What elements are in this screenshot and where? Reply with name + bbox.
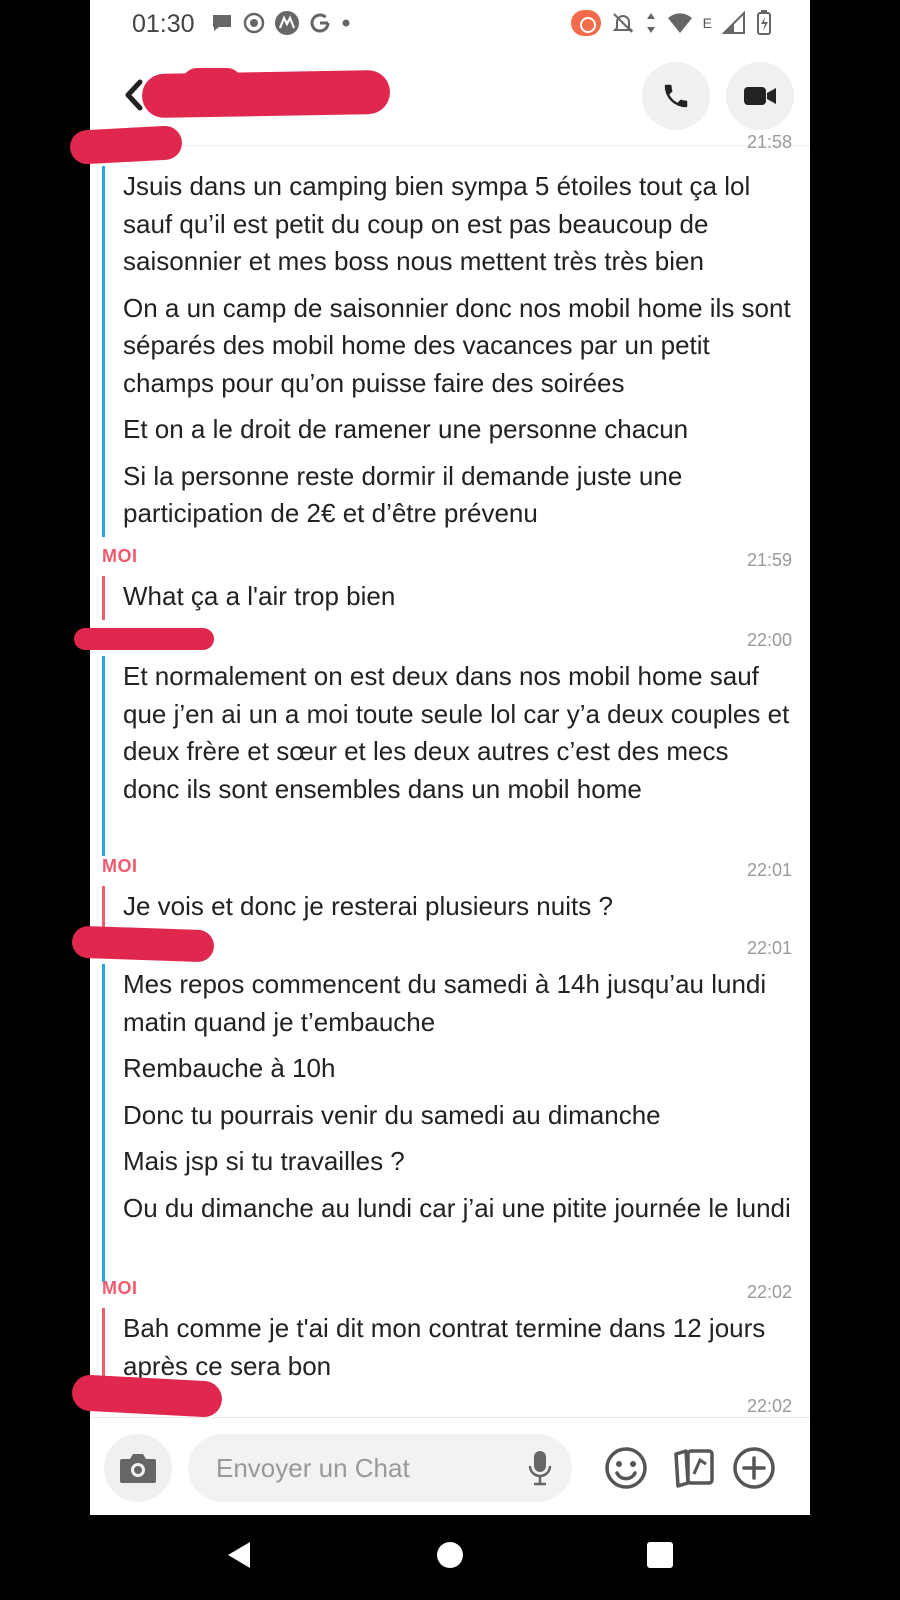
camera-button[interactable] [104,1434,172,1502]
video-call-button[interactable] [726,62,794,130]
chat-message-input[interactable] [188,1434,572,1502]
status-icons-left [210,10,352,36]
video-camera-icon [743,84,777,108]
redaction-mark [142,70,391,118]
camera-icon [118,1451,158,1485]
sticker-cards-icon[interactable] [672,1446,716,1490]
message-text: Et normalement on est deux dans nos mobil home sauf que j’en ai un a moi toute seule lol car y’a deux couples et deux frère et sœur et les deux autres c’est des mecs donc ils sont ensembles dans un mobil home [123,661,790,804]
sender-label: MOI [102,856,138,876]
message-bubble-them [102,166,792,537]
android-nav-bar [0,1515,900,1600]
message-time: 22:01 [746,938,792,958]
message-input-bar [90,1417,810,1515]
message-time: 22:02 [746,1396,792,1416]
message-text: What ça a l'air trop bien [123,581,396,611]
message-text: Mes repos commencent du samedi à 14h jusqu’au lundi matin quand je t’embauche [123,969,767,1037]
network-type: E [702,15,712,31]
message-bubble-me [102,576,792,620]
message-text: Et on a le droit de ramener une personne chacun [123,414,689,444]
message-text: Mais jsp si tu travailles ? [123,1146,405,1176]
data-arrows-icon [645,11,657,35]
message-time: 21:58 [746,132,792,152]
message-text: Rembauche à 10h [123,1053,336,1083]
message-text: On a un camp de saisonnier donc nos mobil home ils sont séparés des mobil home des vacances par un petit champs pour qu’on puisse faire des soirées [123,292,791,398]
microphone-icon[interactable] [528,1450,552,1486]
google-icon [308,11,332,35]
smiley-icon[interactable] [604,1446,648,1490]
battery-icon [756,10,772,36]
motorola-icon [274,10,300,36]
record-icon [242,11,266,35]
message-bubble-me [102,1308,792,1390]
signal-icon [722,11,746,35]
mute-icon [611,11,635,35]
sender-label: MOI [102,1278,138,1298]
message-time: 22:01 [746,860,792,880]
sender-name-redacted [71,926,214,963]
chat-messages [90,132,810,1417]
wifi-icon [667,12,693,34]
sender-label: MOI [102,546,138,566]
screen-record-icon [571,10,601,36]
status-bar [90,0,810,48]
sender-name-redacted [74,628,214,650]
sender-name-redacted [71,1374,223,1418]
message-text: Si la personne reste dormir il demande juste une participation de 2€ et d’être prévenu [123,460,683,528]
message-bubble-them [102,656,792,856]
circle-home-icon[interactable] [434,1539,466,1571]
message-time: 21:59 [746,550,792,570]
dot-icon [340,17,352,29]
redaction-mark [182,68,242,98]
chat-header [90,48,810,146]
message-time: 22:00 [746,630,792,650]
plus-circle-icon[interactable] [732,1446,776,1490]
status-time: 01:30 [132,10,195,38]
message-bubble-them [102,964,792,1282]
status-icons-right [571,10,772,36]
snapchat-chat-screen [90,0,810,1515]
message-bubble-me [102,886,792,930]
message-time: 22:02 [746,1282,792,1302]
message-text: Ou du dimanche au lundi car j’ai une pitite journée le lundi [123,1192,791,1223]
chat-bubble-icon [210,12,234,34]
square-recents-icon[interactable] [644,1539,676,1571]
sender-name-redacted [69,125,183,165]
message-text: Donc tu pourrais venir du samedi au dimanche [123,1099,661,1130]
message-text: Jsuis dans un camping bien sympa 5 étoiles tout ça lol sauf qu’il est petit du coup on est pas beaucoup de saisonnier et mes boss nous mettent très très bien [123,171,751,276]
phone-icon [661,81,691,111]
call-button[interactable] [642,62,710,130]
message-text: Bah comme je t'ai dit mon contrat termine dans 12 jours après ce sera bon [123,1313,766,1381]
triangle-back-icon[interactable] [224,1539,256,1571]
message-text: Je vois et donc je resterai plusieurs nuits ? [123,891,613,921]
